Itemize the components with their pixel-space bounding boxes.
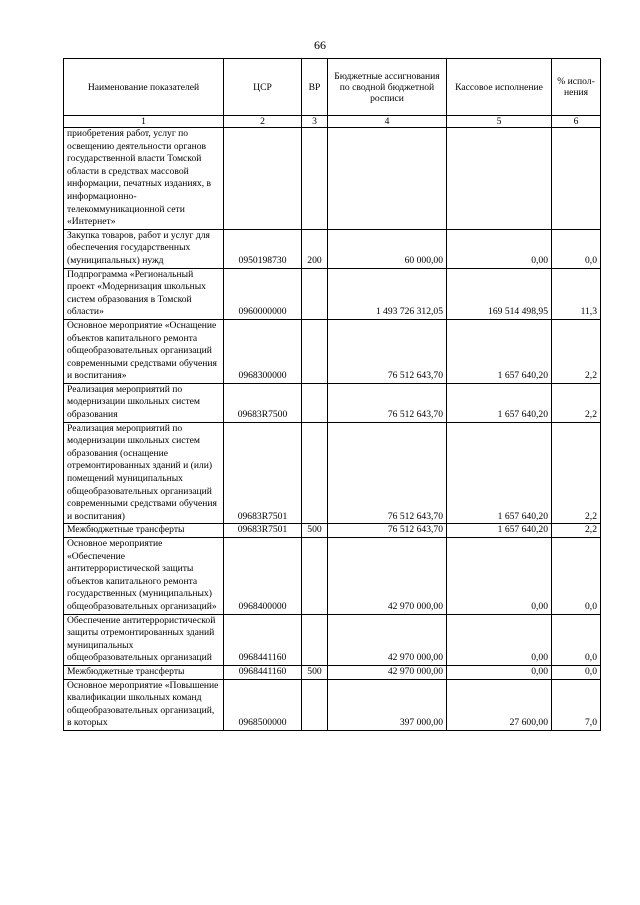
table-row <box>64 538 601 615</box>
cash-amount: 0,00 <box>447 538 552 615</box>
cash-amount: 0,00 <box>447 665 552 679</box>
execution-percent: 11,3 <box>552 268 601 319</box>
csr-code: 0968300000 <box>224 319 302 383</box>
column-number: 3 <box>302 116 328 128</box>
column-number: 2 <box>224 116 302 128</box>
cash-amount: 1 657 640,20 <box>447 383 552 422</box>
budget-amount: 76 512 643,70 <box>328 319 447 383</box>
vr-code <box>302 614 328 665</box>
budget-amount: 76 512 643,70 <box>328 422 447 524</box>
cash-amount: 1 657 640,20 <box>447 524 552 538</box>
header-cash-execution: Кассовое исполнение <box>447 59 552 116</box>
table-row <box>64 614 601 665</box>
header-csr: ЦСР <box>224 59 302 116</box>
vr-code <box>302 268 328 319</box>
cash-amount <box>447 128 552 230</box>
csr-code: 09683R7500 <box>224 383 302 422</box>
csr-code: 0950198730 <box>224 229 302 268</box>
header-row <box>64 59 601 116</box>
execution-percent: 2,2 <box>552 422 601 524</box>
table-row <box>64 229 601 268</box>
indicator-name: Межбюджетные трансферты <box>64 665 224 679</box>
vr-code <box>302 679 328 730</box>
execution-percent: 2,2 <box>552 383 601 422</box>
column-number: 5 <box>447 116 552 128</box>
table-row <box>64 319 601 383</box>
column-number-row <box>64 116 601 128</box>
table-row <box>64 383 601 422</box>
cash-amount: 1 657 640,20 <box>447 422 552 524</box>
csr-code: 0968441160 <box>224 614 302 665</box>
indicator-name: Основное мероприятие «Обеспечение антитеррористической защиты объектов капитального ремонта государственных (муниципальных) общеобразовательных организаций» <box>64 538 224 615</box>
table-row <box>64 128 601 230</box>
cash-amount: 0,00 <box>447 229 552 268</box>
column-number: 4 <box>328 116 447 128</box>
budget-amount: 42 970 000,00 <box>328 665 447 679</box>
budget-amount: 397 000,00 <box>328 679 447 730</box>
execution-percent <box>552 128 601 230</box>
table-row <box>64 268 601 319</box>
csr-code <box>224 128 302 230</box>
indicator-name: Реализация мероприятий по модернизации школьных систем образования (оснащение отремонтированных зданий и (или) помещений муниципальных общеобразовательных организаций современными средствами обучения и воспитания) <box>64 422 224 524</box>
csr-code: 0968500000 <box>224 679 302 730</box>
budget-amount <box>328 128 447 230</box>
budget-amount: 42 970 000,00 <box>328 614 447 665</box>
budget-amount: 76 512 643,70 <box>328 383 447 422</box>
indicator-name: Обеспечение антитеррористической защиты отремонтированных зданий муниципальных общеобразовательных организаций <box>64 614 224 665</box>
vr-code: 500 <box>302 524 328 538</box>
execution-percent: 2,2 <box>552 319 601 383</box>
table-row <box>64 665 601 679</box>
vr-code: 200 <box>302 229 328 268</box>
cash-amount: 169 514 498,95 <box>447 268 552 319</box>
header-indicator-name: Наименование показателей <box>64 59 224 116</box>
csr-code: 0968400000 <box>224 538 302 615</box>
indicator-name: приобретения работ, услуг по освещению деятельности органов государственной власти Томской области в средствах массовой информации, печатных изданиях, в информационно-телекоммуникационной сети «Интернет» <box>64 128 224 230</box>
page-number: 66 <box>314 38 326 52</box>
vr-code <box>302 128 328 230</box>
budget-amount: 60 000,00 <box>328 229 447 268</box>
csr-code: 09683R7501 <box>224 422 302 524</box>
vr-code: 500 <box>302 665 328 679</box>
execution-percent: 0,0 <box>552 538 601 615</box>
indicator-name: Основное мероприятие «Оснащение объектов капитального ремонта общеобразовательных организаций современными средствами обучения и воспитания» <box>64 319 224 383</box>
indicator-name: Закупка товаров, работ и услуг для обеспечения государственных (муниципальных) нужд <box>64 229 224 268</box>
vr-code <box>302 422 328 524</box>
budget-amount: 42 970 000,00 <box>328 538 447 615</box>
execution-percent: 0,0 <box>552 614 601 665</box>
budget-amount: 1 493 726 312,05 <box>328 268 447 319</box>
csr-code: 09683R7501 <box>224 524 302 538</box>
vr-code <box>302 538 328 615</box>
execution-percent: 2,2 <box>552 524 601 538</box>
table-row <box>64 422 601 524</box>
indicator-name: Подпрограмма «Региональный проект «Модернизация школьных систем образования в Томской области» <box>64 268 224 319</box>
indicator-name: Межбюджетные трансферты <box>64 524 224 538</box>
csr-code: 0960000000 <box>224 268 302 319</box>
column-number: 6 <box>552 116 601 128</box>
cash-amount: 27 600,00 <box>447 679 552 730</box>
vr-code <box>302 383 328 422</box>
column-number: 1 <box>64 116 224 128</box>
budget-amount: 76 512 643,70 <box>328 524 447 538</box>
header-execution-percent: % испол-нения <box>552 59 601 116</box>
cash-amount: 0,00 <box>447 614 552 665</box>
header-budget-allocations: Бюджетные ассигнования по сводной бюджетной росписи <box>328 59 447 116</box>
vr-code <box>302 319 328 383</box>
csr-code: 0968441160 <box>224 665 302 679</box>
indicator-name: Реализация мероприятий по модернизации школьных систем образования <box>64 383 224 422</box>
table-row <box>64 679 601 730</box>
execution-percent: 0,0 <box>552 229 601 268</box>
table-row <box>64 524 601 538</box>
execution-percent: 7,0 <box>552 679 601 730</box>
budget-execution-table <box>63 58 601 731</box>
execution-percent: 0,0 <box>552 665 601 679</box>
header-vr: ВР <box>302 59 328 116</box>
cash-amount: 1 657 640,20 <box>447 319 552 383</box>
indicator-name: Основное мероприятие «Повышение квалификации школьных команд общеобразовательных организаций, в которых <box>64 679 224 730</box>
